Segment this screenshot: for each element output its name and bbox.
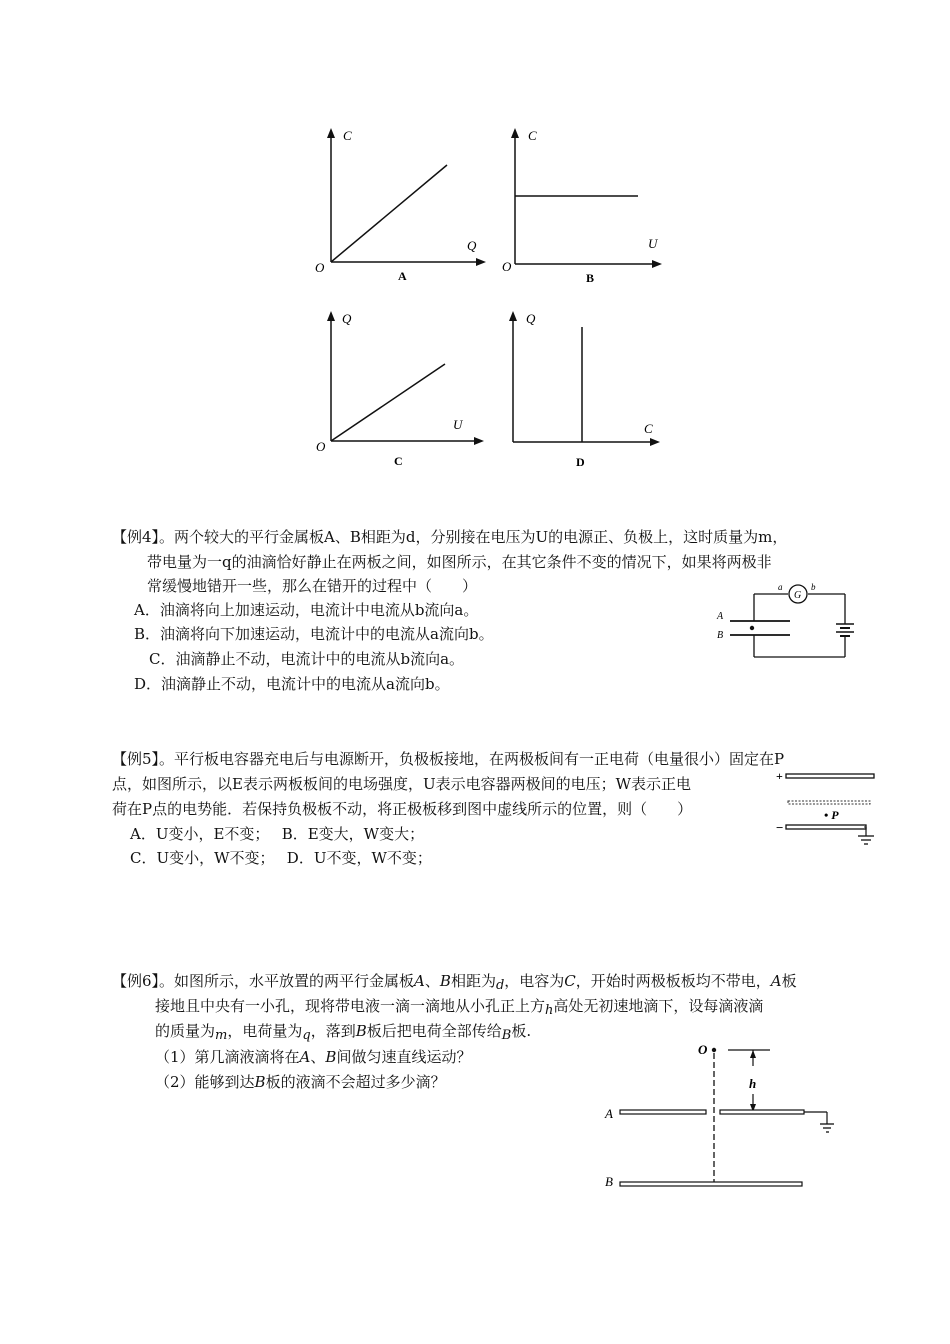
graph-c-ylabel: Q [342, 311, 352, 326]
ex5-line-3: 荷在P点的电势能．若保持负极板不动，将正极板移到图中虚线所示的位置，则（ ） [112, 800, 693, 818]
negative-sign: − [776, 820, 784, 835]
graph-c-origin: O [316, 439, 326, 454]
dashed-plate [788, 801, 870, 804]
symbol-a: A [299, 1048, 311, 1066]
symbol-a: A [770, 972, 782, 990]
graph-c [310, 305, 490, 475]
plate-a-label: A [717, 611, 724, 622]
positive-plate [786, 774, 874, 778]
graph-b-label: B [586, 271, 595, 285]
ex6-text: 板. [511, 1022, 532, 1040]
graph-a-origin: O [315, 260, 325, 275]
ex6-text: 相距为 [450, 972, 496, 990]
plate-a-label: A [605, 1106, 613, 1121]
plate-b-label: B [717, 630, 724, 641]
ex6-question-1 [155, 1045, 471, 1069]
symbol-m: m [215, 1028, 228, 1043]
ex6-text: ，电荷量为 [227, 1022, 303, 1040]
ex4-option-b: B．油滴将向下加速运动，电流计中的电流从a流向b。 [134, 625, 494, 643]
ex4-option-d: D．油滴静止不动，电流计中的电流从a流向b。 [134, 675, 450, 693]
height-h-label: h [749, 1076, 757, 1091]
graph-b [498, 122, 668, 287]
symbol-b: B [254, 1073, 266, 1091]
ex5-capacitor-figure [772, 766, 882, 851]
graph-d-xlabel: C [644, 421, 653, 436]
graph-a-ylabel: C [343, 128, 352, 143]
ex6-text: 接地且中央有一小孔，现将带电液一滴一滴地从小孔正上方 [155, 997, 546, 1015]
oil-drop [750, 626, 754, 630]
symbol-b: B [325, 1048, 337, 1066]
ex5-options-ab: A．U变小，E不变； B．E变大，W变大； [130, 825, 425, 843]
ex6-text: ，电容为 [504, 972, 565, 990]
ex6-text: 、 [310, 1048, 326, 1066]
ex6-text: 板的液滴不会超过多少滴？ [265, 1073, 446, 1091]
ex6-text: 的质量为 [155, 1022, 216, 1040]
plate-b-label: B [605, 1174, 613, 1189]
positive-sign: + [776, 769, 783, 783]
symbol-b: B [439, 972, 451, 990]
ex6-text: 、 [424, 972, 440, 990]
ex6-line-3 [155, 1019, 531, 1048]
graph-d [498, 305, 668, 475]
ground-icon [804, 1112, 834, 1132]
ex6-text: ，开始时两极板板均不带电， [575, 972, 771, 990]
ex6-question-2 [155, 1070, 446, 1094]
graph-c-xlabel: U [453, 417, 463, 432]
point-p-label: • P [824, 808, 839, 822]
symbol-d: d [495, 978, 505, 993]
graph-a-label: A [398, 269, 407, 283]
ex6-text: ，落到 [310, 1022, 356, 1040]
graph-b-origin: O [502, 259, 512, 274]
ex4-circuit-figure [710, 580, 860, 665]
battery-icon [836, 624, 854, 636]
ex6-text: （2）能够到达 [155, 1073, 255, 1091]
ex4-line-3: 常缓慢地错开一些，那么在错开的过程中（ ） [147, 577, 478, 595]
ex4-line-1: 【例4】。两个较大的平行金属板A、B相距为d，分别接在电压为U的电源正、负极上，这时质量为m， [112, 528, 788, 546]
point-b-label: b [811, 582, 816, 592]
point-a-label: a [778, 582, 783, 592]
ex4-line-2: 带电量为一q的油滴恰好静止在两板之间，如图所示，在其它条件不变的情况下，如果将两极非 [147, 553, 772, 571]
ex6-text: （1）第几滴液滴将在 [155, 1048, 300, 1066]
galvanometer-label: G [794, 590, 802, 601]
ex6-text: 板 [781, 972, 797, 990]
symbol-b: B [355, 1022, 367, 1040]
symbol-c: C [564, 972, 576, 990]
ex6-text: 间做匀速直线运动？ [336, 1048, 472, 1066]
graph-c-label: C [394, 454, 403, 468]
graph-a [310, 122, 490, 287]
ex6-text: 【例6】。如图所示，水平放置的两平行金属板 [112, 972, 415, 990]
plate-a-right [720, 1110, 804, 1114]
ex5-line-1: 【例5】。平行板电容器充电后与电源断开，负极板接地，在两极板间有一正电荷（电量很小）固定在P [112, 750, 785, 768]
point-o-label: O [698, 1042, 708, 1057]
ex4-option-c: C．油滴静止不动，电流计中的电流从b流向a。 [149, 650, 465, 668]
negative-plate [786, 825, 866, 829]
graph-b-ylabel: C [528, 128, 537, 143]
graph-b-xlabel: U [648, 236, 658, 251]
ex5-line-2: 点，如图所示，以E表示两板板间的电场强度，U表示电容器两极间的电压；W表示正电 [112, 775, 692, 793]
ex5-options-cd: C．U变小，W不变； D．U不变，W不变； [130, 849, 432, 867]
graph-d-ylabel: Q [526, 311, 536, 326]
ex6-text: 高处无初速地滴下，设每滴液滴 [553, 997, 764, 1015]
symbol-q: q [302, 1028, 311, 1043]
ex6-text: 板后把电荷全部传给 [366, 1022, 502, 1040]
ex6-plates-figure [598, 1036, 843, 1196]
graph-a-xlabel: Q [467, 238, 477, 253]
ex4-option-a: A．油滴将向上加速运动，电流计中电流从b流向a。 [134, 601, 479, 619]
graph-d-label: D [576, 455, 585, 469]
plate-a-left [620, 1110, 706, 1114]
plate-b [620, 1182, 802, 1186]
symbol-a: A [414, 972, 425, 990]
symbol-b: B [501, 1028, 512, 1043]
symbol-h: h [545, 1003, 554, 1018]
